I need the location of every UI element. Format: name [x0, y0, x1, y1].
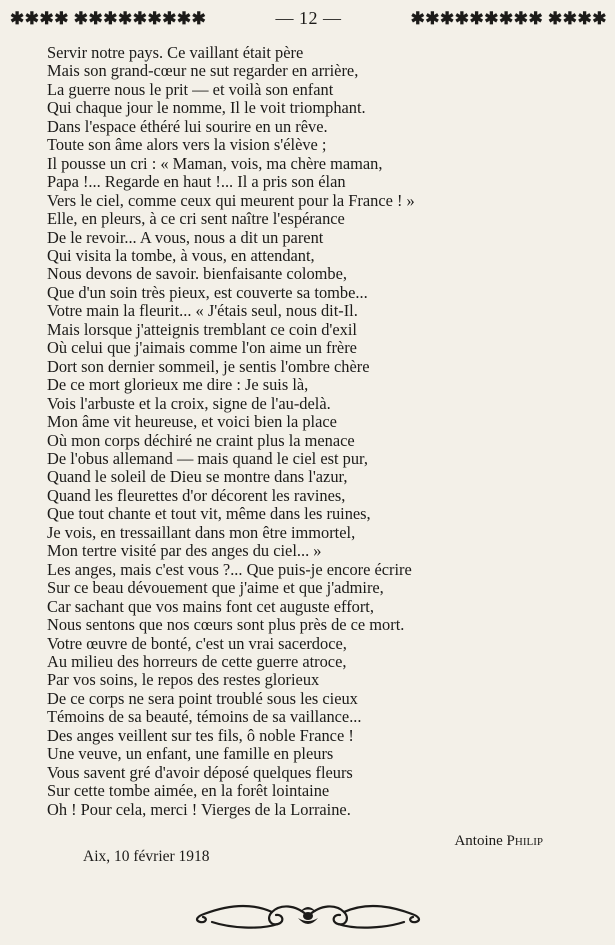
- poem-line: Oh ! Pour cela, merci ! Vierges de la Lorraine.: [47, 799, 351, 819]
- poem-line: De ce corps ne sera point troublé sous les cieux: [47, 688, 358, 708]
- poem-line: De l'obus allemand — mais quand le ciel est pur,: [47, 448, 368, 468]
- poem-line: De le revoir... A vous, nous a dit un parent: [47, 227, 324, 247]
- poem-line: Qui chaque jour le nomme, Il le voit triomphant.: [47, 98, 366, 118]
- author-signature: [454, 833, 543, 850]
- poem-line: Au milieu des horreurs de cette guerre atroce,: [47, 651, 347, 671]
- poem-line: Il pousse un cri : « Maman, vois, ma chère maman,: [47, 153, 383, 173]
- poem-line: Toute son âme alors vers la vision s'élève ;: [47, 135, 327, 155]
- poem-line: Qui visita la tombe, à vous, en attendant,: [47, 245, 315, 265]
- scroll-flourish-icon: [190, 896, 426, 936]
- poem-line: Par vos soins, le repos des restes glorieux: [47, 670, 320, 690]
- header-stars-left: ✱✱✱✱ ✱✱✱✱✱✱✱✱✱: [10, 8, 207, 28]
- poem-line: De ce mort glorieux me dire : Je suis là,: [47, 375, 309, 395]
- poem-body: [47, 44, 592, 819]
- poem-line: Mais lorsque j'atteignis tremblant ce coin d'exil: [47, 319, 357, 339]
- poem-line: Mon âme vit heureuse, et voici bien la place: [47, 412, 337, 432]
- poem-line: Vers le ciel, comme ceux qui meurent pour la France ! »: [47, 190, 415, 210]
- poem-line: Mon tertre visité par des anges du ciel... »: [47, 541, 322, 561]
- poem-line: Car sachant que vos mains font cet auguste effort,: [47, 596, 374, 616]
- poem-line: Que tout chante et tout vit, même dans les ruines,: [47, 504, 371, 524]
- poem-line: Témoins de sa beauté, témoins de sa vaillance...: [47, 707, 362, 727]
- poem-line: Où celui que j'aimais comme l'on aime un frère: [47, 338, 357, 358]
- poem-line: Des anges veillent sur tes fils, ô noble France !: [47, 725, 354, 745]
- poem-line: Dans l'espace éthéré lui sourire en un rêve.: [47, 116, 328, 136]
- poem-line: Que d'un soin très pieux, est couverte sa tombe...: [47, 282, 368, 302]
- poem-line: Votre main la fleurit... « J'étais seul, nous dit-Il.: [47, 301, 358, 321]
- page-number: — 12 —: [275, 8, 342, 28]
- poem-line: Sur ce beau dévouement que j'aime et que j'admire,: [47, 578, 384, 598]
- poem-line: Vois l'arbuste et la croix, signe de l'au-delà.: [47, 393, 331, 413]
- poem-line: Nous devons de savoir. bienfaisante colombe,: [47, 264, 347, 284]
- poem-line: Dort son dernier sommeil, je sentis l'ombre chère: [47, 356, 370, 376]
- poem-line: Mais son grand-cœur ne sut regarder en arrière,: [47, 61, 359, 81]
- poem-line: Vous savent gré d'avoir déposé quelques fleurs: [47, 762, 353, 782]
- page-header: [0, 8, 615, 29]
- poem-line: Les anges, mais c'est vous ?... Que puis-je encore écrire: [47, 559, 412, 579]
- poem-line: Une veuve, un enfant, une famille en pleurs: [47, 744, 334, 764]
- poem-line: Sur cette tombe aimée, en la forêt lointaine: [47, 781, 330, 801]
- poem-line: La guerre nous le prit — et voilà son enfant: [47, 79, 334, 99]
- poem-line: Quand les fleurettes d'or décorent les ravines,: [47, 485, 346, 505]
- author-last-name: Philip: [506, 833, 543, 849]
- poem-line: Servir notre pays. Ce vaillant était père: [47, 43, 304, 62]
- poem-line: Où mon corps déchiré ne craint plus la menace: [47, 430, 355, 450]
- dateline: Aix, 10 février 1918: [83, 848, 210, 865]
- author-first-name: Antoine: [454, 833, 503, 849]
- poem-line: Votre œuvre de bonté, c'est un vrai sacerdoce,: [47, 633, 347, 653]
- poem-line: Quand le soleil de Dieu se montre dans l'azur,: [47, 467, 348, 487]
- poem-line: Papa !... Regarde en haut !... Il a pris son élan: [47, 172, 346, 192]
- poem-line: Elle, en pleurs, à ce cri sent naître l'espérance: [47, 209, 345, 229]
- poem-line: Je vois, en tressaillant dans mon être immortel,: [47, 522, 356, 542]
- header-stars-right: ✱✱✱✱✱✱✱✱✱ ✱✱✱✱: [410, 8, 607, 28]
- poem-line: Nous sentons que nos cœurs sont plus près de ce mort.: [47, 615, 405, 635]
